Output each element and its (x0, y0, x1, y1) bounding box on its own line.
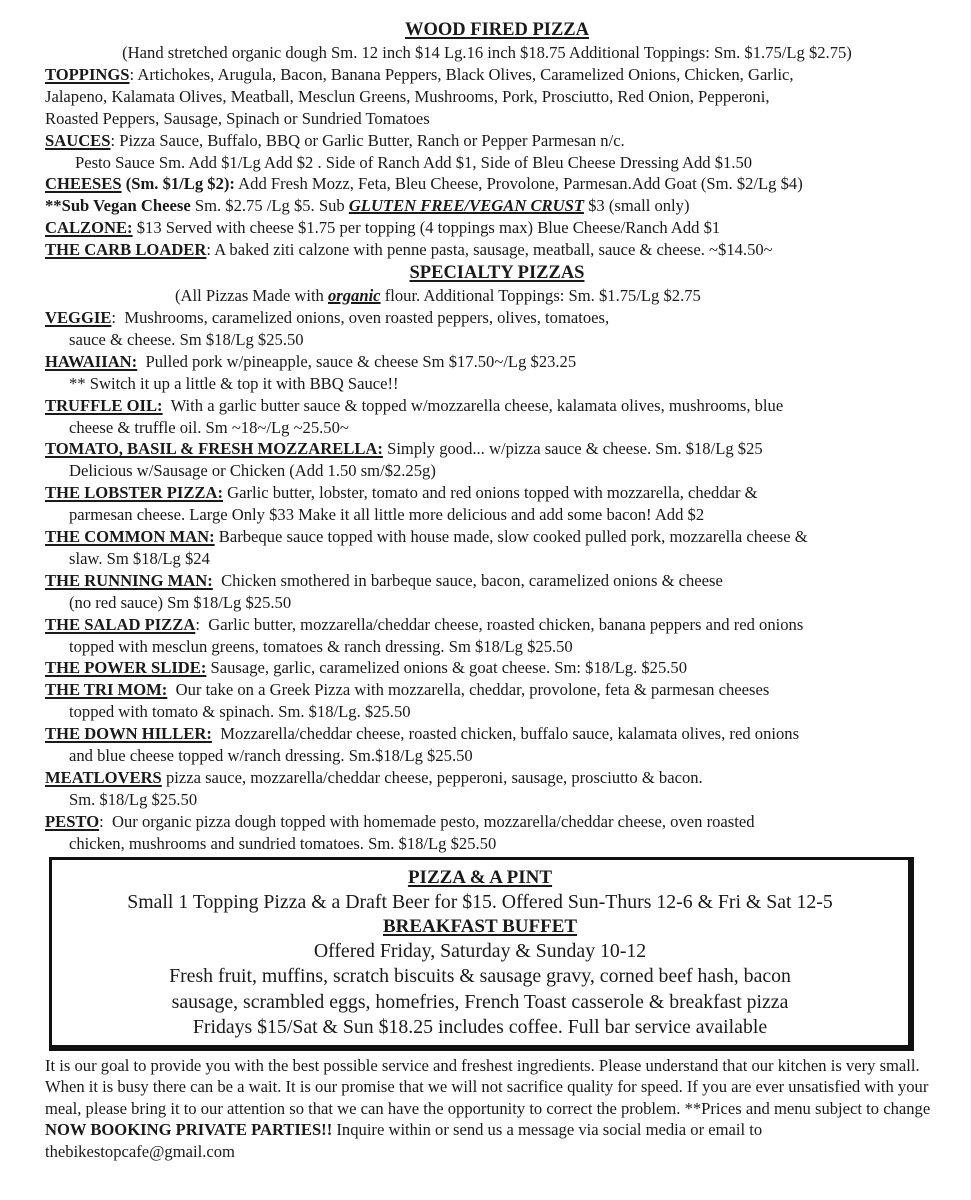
pizza-description: Mushrooms, caramelized onions, oven roasted peppers, olives, tomatoes, (124, 307, 610, 327)
pizza-description-cont: sauce & cheese. Sm $18/Lg $25.50 (69, 329, 304, 349)
toppings-text-1: : Artichokes, Arugula, Bacon, Banana Peppers, Black Olives, Caramelized Onions, Chicken, Garlic, (129, 64, 794, 84)
pizza-description-cont: (no red sauce) Sm $18/Lg $25.50 (69, 592, 292, 612)
carb-loader-section (45, 239, 949, 261)
wood-fired-intro: (Hand stretched organic dough Sm. 12 inch $14 Lg.16 inch $18.75 Additional Toppings: Sm. $1.75/Lg $2.75) (122, 43, 852, 62)
pizza-name: VEGGIE (45, 307, 112, 327)
pizza-description-cont: and blue cheese topped w/ranch dressing. Sm.$18/Lg $25.50 (69, 746, 473, 766)
specialty-intro-text-2: flour. Additional Toppings: Sm. $1.75/Lg $2.75 (380, 286, 701, 306)
pizza-name: THE DOWN HILLER: (45, 724, 212, 744)
pizza-name: TRUFFLE OIL: (45, 395, 163, 415)
pizza-description: Pulled pork w/pineapple, sauce & cheese Sm $17.50~/Lg $23.25 (145, 351, 577, 371)
toppings-text-2: Jalapeno, Kalamata Olives, Meatball, Mesclun Greens, Mushrooms, Pork, Prosciutto, Red Onion, Pepperoni, (45, 86, 770, 106)
pizza-name: TOMATO, BASIL & FRESH MOZZARELLA: (45, 439, 383, 459)
toppings-text-3: Roasted Peppers, Sausage, Spinach or Sundried Tomatoes (45, 108, 430, 128)
pizza-name-separator: : (99, 811, 113, 831)
specialty-pizza-item (45, 767, 949, 811)
specialty-intro (45, 285, 949, 307)
pizza-name: HAWAIIAN: (45, 351, 138, 371)
pizza-name-separator (163, 396, 171, 415)
specialty-pizza-item (45, 570, 949, 614)
specialty-pizza-item (45, 351, 949, 395)
pizza-description: Our organic pizza dough topped with homemade pesto, mozzarella/cheddar cheese, oven roasted (112, 811, 755, 831)
pizza-name: THE LOBSTER PIZZA: (45, 483, 223, 503)
vegan-section (45, 195, 949, 217)
pizza-description: With a garlic butter sauce & topped w/mozzarella cheese, kalamata olives, mushrooms, blue (170, 395, 784, 415)
pizza-description-cont: slaw. Sm $18/Lg $24 (69, 548, 210, 568)
pizza-name: THE SALAD PIZZA (45, 614, 196, 634)
specialty-pizza-item (45, 307, 949, 351)
vegan-text: Sm. $2.75 /Lg $5. Sub (190, 196, 349, 216)
pizza-description: pizza sauce, mozzarella/cheddar cheese, pepperoni, sausage, prosciutto & bacon. (165, 768, 703, 787)
specialty-pizza-item (45, 395, 949, 439)
pizza-name: PESTO (45, 811, 100, 831)
carb-loader-label: THE CARB LOADER (45, 240, 207, 260)
footer (45, 1055, 945, 1163)
cheeses-section (45, 173, 949, 195)
pizza-description-cont: topped with tomato & spinach. Sm. $18/Lg. $25.50 (69, 702, 411, 722)
pizza-name: MEATLOVERS (45, 768, 162, 787)
specialty-pizza-item (45, 438, 949, 482)
gluten-free-label: GLUTEN FREE/VEGAN CRUST (348, 196, 584, 216)
pizza-name-separator (213, 571, 221, 590)
cheeses-label: CHEESES (45, 174, 122, 194)
toppings-label: TOPPINGS (45, 64, 130, 84)
contact-email-link[interactable]: thebikestopcafe@gmail.com (45, 1141, 235, 1161)
pizza-description: Barbeque sauce topped with house made, slow cooked pulled pork, mozzarella cheese & (218, 527, 808, 547)
sauces-section (45, 130, 949, 174)
breakfast-buffet-title: BREAKFAST BUFFET (382, 916, 578, 938)
pizza-description: Garlic butter, mozzarella/cheddar cheese, roasted chicken, banana peppers and red onions (208, 614, 804, 634)
carb-loader-text: : A baked ziti calzone with penne pasta, sausage, meatball, sauce & cheese. ~$14.50~ (206, 240, 773, 260)
pizza-name-separator (167, 680, 175, 699)
sauces-text-2: Pesto Sauce Sm. Add $1/Lg Add $2 . Side of Ranch Add $1, Side of Bleu Cheese Dressing Add $1.50 (75, 152, 753, 172)
cheeses-text: Add Fresh Mozz, Feta, Bleu Cheese, Provolone, Parmesan.Add Goat (Sm. $2/Lg $4) (234, 174, 803, 194)
specialty-pizza-item (45, 482, 949, 526)
booking-note (45, 1119, 945, 1141)
pizza-name: THE COMMON MAN: (45, 527, 215, 547)
specialty-pizza-item (45, 657, 949, 679)
breakfast-text-1: Fresh fruit, muffins, scratch biscuits & sausage gravy, corned beef hash, bacon (169, 965, 791, 988)
pizza-description-cont: parmesan cheese. Large Only $33 Make it all little more delicious and add some bacon! Add $2 (69, 505, 705, 525)
cheeses-price: (Sm. $1/Lg $2): (121, 174, 235, 194)
wood-fired-pizza-title: WOOD FIRED PIZZA (405, 20, 589, 40)
sauces-label: SAUCES (45, 130, 111, 150)
pizza-pint-text: Small 1 Topping Pizza & a Draft Beer for $15. Offered Sun-Thurs 12-6 & Fri & Sat 12-5 (127, 890, 833, 913)
pizza-description-cont: Sm. $18/Lg $25.50 (69, 789, 198, 809)
pizza-description-cont: ** Switch it up a little & top it with BBQ Sauce!! (69, 373, 399, 393)
organic-emphasis: organic (328, 286, 381, 306)
pizza-name-separator: : (111, 307, 125, 327)
vegan-label: **Sub Vegan Cheese (45, 196, 191, 216)
pizza-pint-title: PIZZA & A PINT (407, 866, 553, 888)
promo-box (49, 857, 914, 1051)
specialty-pizza-item (45, 679, 949, 723)
pizza-description-cont: topped with mesclun greens, tomatoes & ranch dressing. Sm $18/Lg $25.50 (69, 636, 573, 656)
breakfast-days: Offered Friday, Saturday & Sunday 10-12 (313, 940, 647, 963)
pizza-name: THE RUNNING MAN: (45, 570, 213, 590)
pizza-description: Mozzarella/cheddar cheese, roasted chicken, buffalo sauce, kalamata olives, red onions (220, 724, 800, 744)
pizza-description: Our take on a Greek Pizza with mozzarella, cheddar, provolone, feta & parmesan cheeses (175, 680, 770, 700)
pizza-description: Garlic butter, lobster, tomato and red onions topped with mozzarella, cheddar & (227, 483, 758, 503)
service-note: It is our goal to provide you with the best possible service and freshest ingredients. Please understand that our kitchen is very small. When it is busy there can be a wait. It is our promise that we will not sacrifice quality for speed. If you are ever unsatisfied with your meal, please bring it to our attention so that we can have the opportunity to correct the problem. **Prices and menu subject to change (45, 1055, 931, 1118)
breakfast-text-2: sausage, scrambled eggs, homefries, French Toast casserole & breakfast pizza (171, 990, 789, 1013)
booking-text: Inquire within or send us a message via social media or email to (332, 1120, 763, 1140)
specialty-pizza-item (45, 614, 949, 658)
pizza-name: THE TRI MOM: (45, 680, 168, 700)
specialty-pizza-item (45, 811, 949, 855)
pizza-name-separator (137, 352, 145, 371)
pizza-name: THE POWER SLIDE: (45, 658, 207, 678)
specialty-pizza-item (45, 526, 949, 570)
sauces-text-1: : Pizza Sauce, Buffalo, BBQ or Garlic Butter, Ranch or Pepper Parmesan n/c. (110, 130, 625, 150)
calzone-section (45, 217, 949, 239)
breakfast-text-3: Fridays $15/Sat & Sun $18.25 includes coffee. Full bar service available (192, 1016, 768, 1039)
toppings-section (45, 64, 949, 130)
pizza-description-cont: chicken, mushrooms and sundried tomatoes. Sm. $18/Lg $25.50 (69, 833, 497, 853)
pizza-description-cont: Delicious w/Sausage or Chicken (Add 1.50 sm/$2.25g) (69, 461, 436, 481)
pizza-name-separator (212, 724, 220, 743)
specialty-pizza-item (45, 723, 949, 767)
specialty-pizza-list (45, 307, 949, 855)
gluten-free-text: $3 (small only) (583, 196, 690, 216)
specialty-pizzas-title: SPECIALTY PIZZAS (409, 263, 585, 284)
calzone-label: CALZONE: (45, 218, 133, 238)
calzone-text: $13 Served with cheese $1.75 per topping (4 toppings max) Blue Cheese/Ranch Add $1 (132, 218, 721, 238)
booking-label: NOW BOOKING PRIVATE PARTIES!! (45, 1120, 333, 1140)
specialty-intro-text: (All Pizzas Made with (175, 286, 328, 306)
pizza-description: Chicken smothered in barbeque sauce, bacon, caramelized onions & cheese (221, 570, 723, 590)
pizza-description: Sausage, garlic, caramelized onions & goat cheese. Sm: $18/Lg. $25.50 (210, 658, 688, 678)
pizza-description-cont: cheese & truffle oil. Sm ~18~/Lg ~25.50~ (69, 417, 349, 437)
pizza-description: Simply good... w/pizza sauce & cheese. Sm. $18/Lg $25 (387, 439, 763, 459)
pizza-name-separator: : (195, 614, 209, 634)
